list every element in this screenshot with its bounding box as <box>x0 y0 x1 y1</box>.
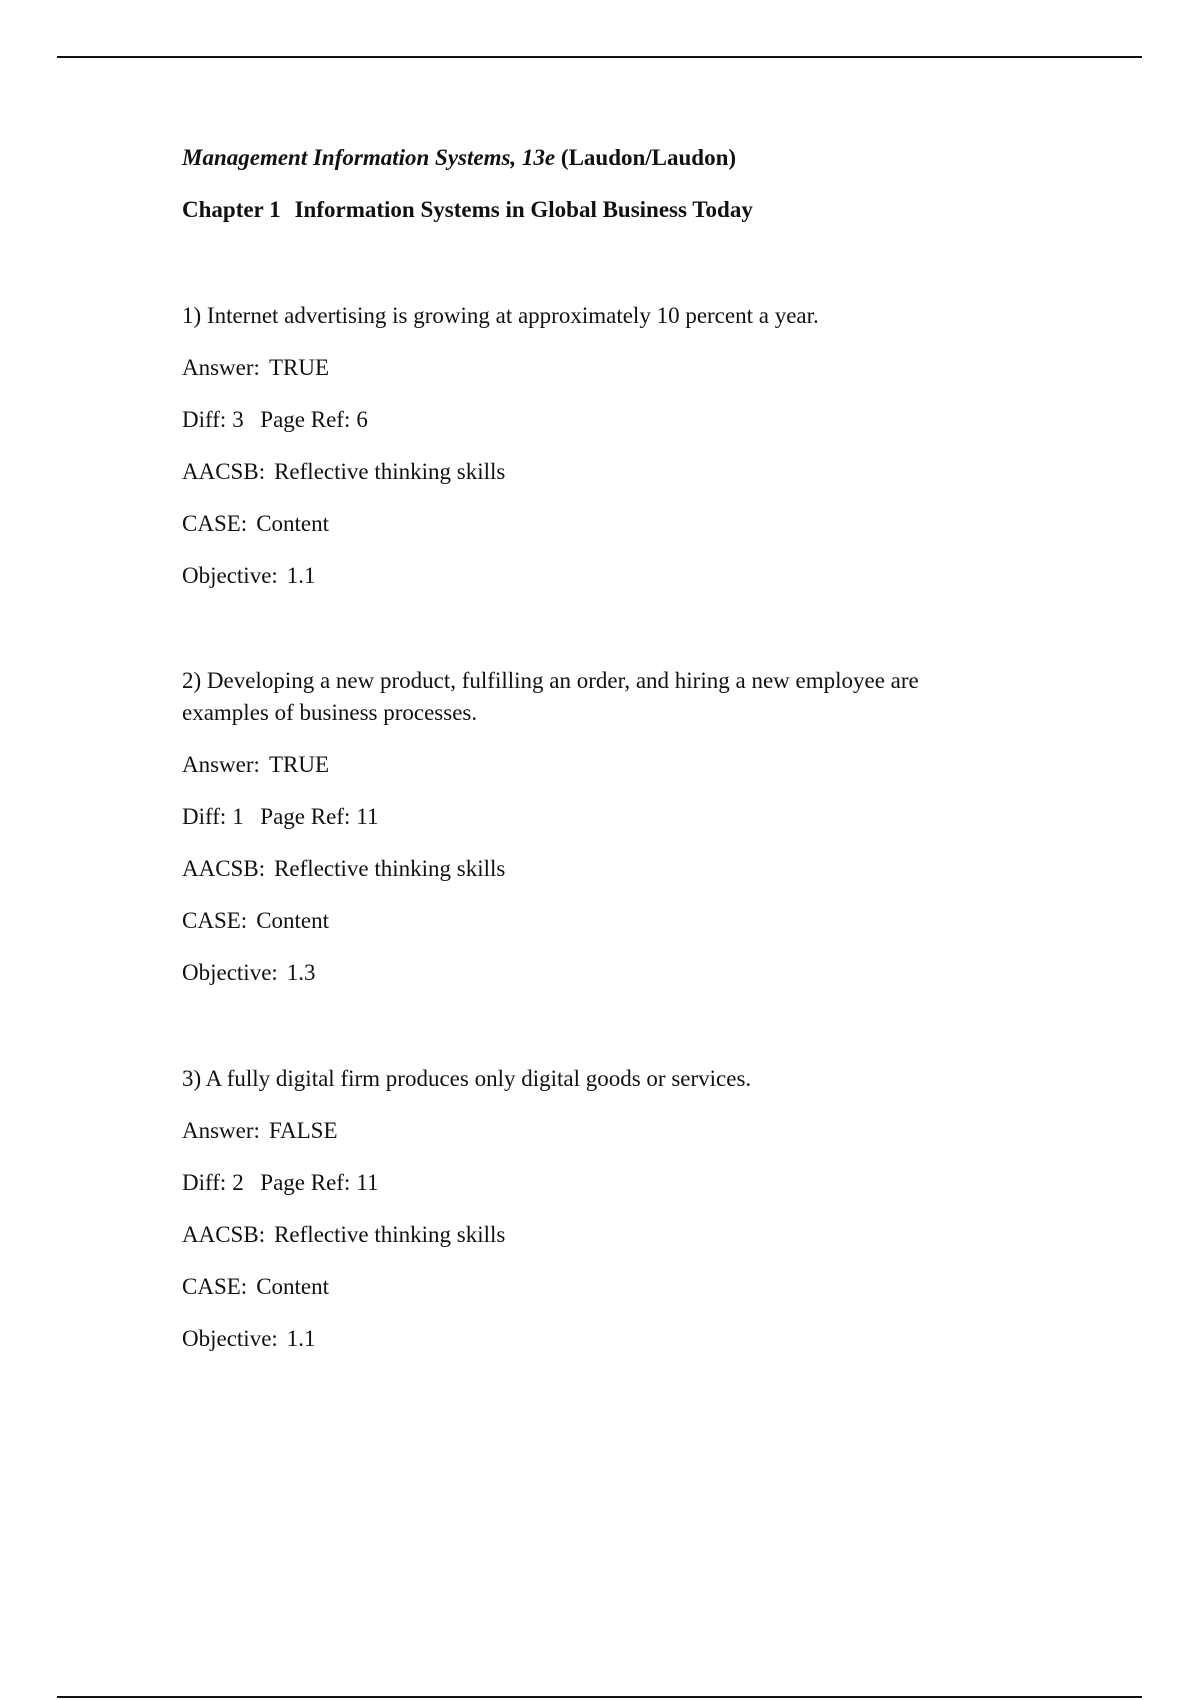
diff-line <box>182 404 982 436</box>
bottom-rule <box>57 1696 1142 1698</box>
diff-label: Diff: <box>182 804 227 829</box>
question-1 <box>182 300 982 592</box>
aacsb-value: Reflective thinking skills <box>274 1222 506 1247</box>
chapter-label: Chapter 1 <box>182 197 281 222</box>
page-ref-label: Page Ref: <box>260 407 351 432</box>
aacsb-value: Reflective thinking skills <box>274 856 506 881</box>
aacsb-label: AACSB: <box>182 856 266 881</box>
page-ref-value: 11 <box>356 1170 379 1195</box>
objective-label: Objective: <box>182 1326 278 1351</box>
diff-value: 2 <box>232 1170 244 1195</box>
book-title-name: Management Information Systems, 13e <box>182 145 556 170</box>
page-ref-value: 11 <box>356 804 379 829</box>
aacsb-line <box>182 853 982 885</box>
aacsb-label: AACSB: <box>182 1222 266 1247</box>
objective-line <box>182 1323 982 1355</box>
page-ref <box>260 801 378 833</box>
answer-line <box>182 352 982 384</box>
answer-label: Answer: <box>182 752 260 777</box>
answer-line <box>182 1115 982 1147</box>
diff-value: 3 <box>232 407 244 432</box>
question-text: 3) A fully digital firm produces only digital goods or services. <box>182 1066 752 1091</box>
chapter-heading <box>182 197 753 223</box>
chapter-title: Information Systems in Global Business Today <box>294 197 753 222</box>
aacsb-line <box>182 1219 982 1251</box>
objective-value: 1.1 <box>286 563 316 588</box>
objective-line <box>182 560 982 592</box>
book-title <box>182 145 736 171</box>
answer-label: Answer: <box>182 355 260 380</box>
book-authors: (Laudon/Laudon) <box>560 145 737 170</box>
case-label: CASE: <box>182 1274 248 1299</box>
question-text: 2) Developing a new product, fulfilling an order, and hiring a new employee are examples of business processes. <box>182 668 919 725</box>
answer-line <box>182 749 982 781</box>
case-value: Content <box>256 908 330 933</box>
answer-value: TRUE <box>268 752 329 777</box>
aacsb-line <box>182 456 982 488</box>
answer-value: TRUE <box>268 355 329 380</box>
case-label: CASE: <box>182 511 248 536</box>
case-value: Content <box>256 1274 330 1299</box>
case-line <box>182 1271 982 1303</box>
case-value: Content <box>256 511 330 536</box>
case-line <box>182 905 982 937</box>
page-ref-label: Page Ref: <box>260 1170 351 1195</box>
aacsb-value: Reflective thinking skills <box>274 459 506 484</box>
page-ref <box>260 1167 378 1199</box>
aacsb-label: AACSB: <box>182 459 266 484</box>
diff-value: 1 <box>232 804 244 829</box>
diff-label: Diff: <box>182 1170 227 1195</box>
top-rule <box>57 56 1142 58</box>
diff-line <box>182 1167 982 1199</box>
diff-line <box>182 801 982 833</box>
objective-label: Objective: <box>182 960 278 985</box>
page-ref-label: Page Ref: <box>260 804 351 829</box>
question-2 <box>182 665 982 989</box>
question-text: 1) Internet advertising is growing at approximately 10 percent a year. <box>182 303 819 328</box>
case-line <box>182 508 982 540</box>
page-ref-value: 6 <box>356 407 368 432</box>
question-3 <box>182 1063 982 1355</box>
case-label: CASE: <box>182 908 248 933</box>
answer-value: FALSE <box>268 1118 338 1143</box>
objective-value: 1.3 <box>286 960 316 985</box>
page-ref <box>260 404 368 436</box>
diff-label: Diff: <box>182 407 227 432</box>
objective-label: Objective: <box>182 563 278 588</box>
answer-label: Answer: <box>182 1118 260 1143</box>
objective-value: 1.1 <box>286 1326 316 1351</box>
objective-line <box>182 957 982 989</box>
